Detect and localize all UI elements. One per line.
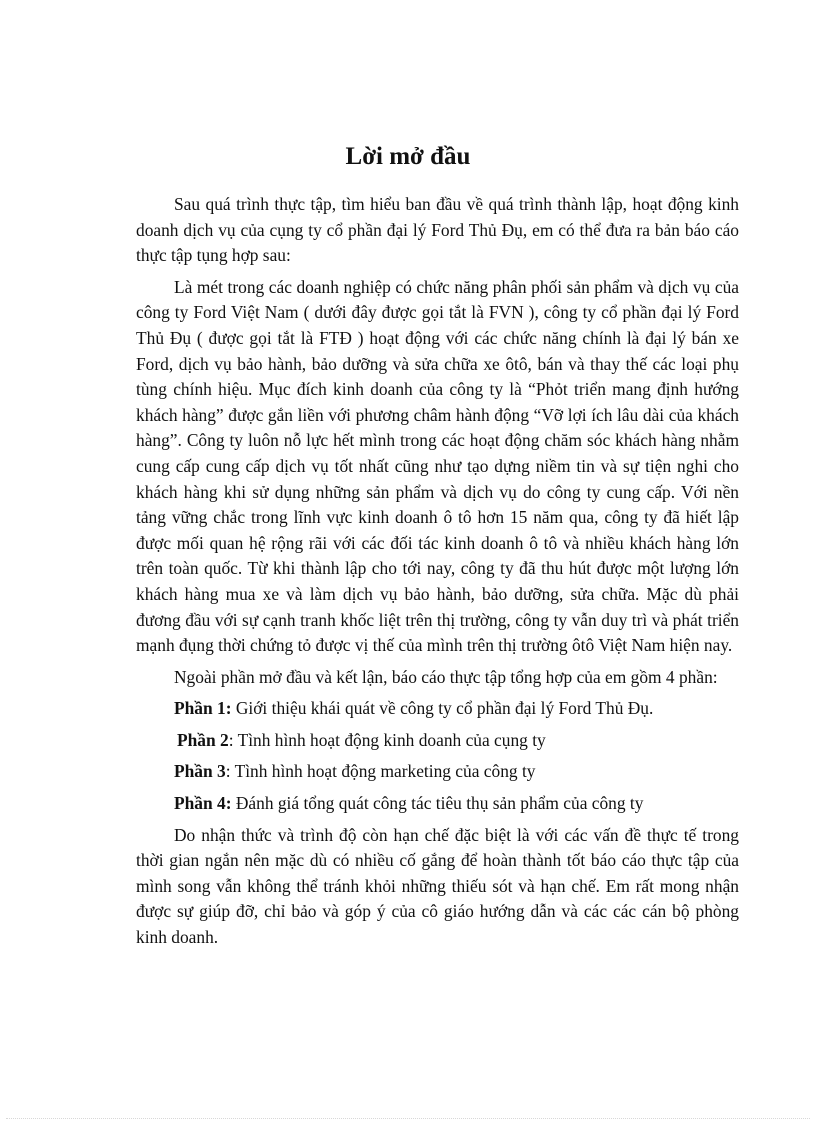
part-3-item — [136, 759, 739, 785]
part-1-text: Giới thiệu khái quát về công ty cổ phần đại lý Ford Thủ Đụ. — [231, 698, 654, 719]
structure-paragraph: Ngoài phần mở đầu và kết lận, báo cáo thực tập tổng hợp của em gồm 4 phần: — [174, 666, 718, 687]
page-title: Lời mở đầu — [345, 143, 471, 170]
part-2-item — [136, 728, 739, 754]
company-paragraph: Là mét trong các doanh nghiệp có chức năng phân phối sản phẩm và dịch vụ của công ty Ford Việt Nam ( dưới đây được gọi tắt là FVN ), công ty cổ phần đại lý Ford Thủ Đụ ( được gọi tắt là FTĐ ) hoạt động với các chức năng chính là đại lý bán xe Ford, dịch vụ bảo hành, bảo dưỡng và sửa chữa xe ôtô, bán và thay thế các loại phụ tùng chính hiệu. Mục đích kinh doanh của công ty là “Phỏt triển mang định hướng khách hàng” được gắn liền với phương châm hành động “Vỡ lợi ích lâu dài của khách hàng”. Công ty luôn nỗ lực hết mình trong các hoạt động chăm sóc khách hàng nhằm cung cấp cung cấp dịch vụ tốt nhất cũng như tạo dựng niềm tin và sự tiện nghi cho khách hàng khi sử dụng những sản phẩm và dịch vụ do công ty cung cấp. Với nền tảng vững chắc trong lĩnh vực kinh doanh ô tô hơn 15 năm qua, công ty đã hiết lập được mối quan hệ rộng rãi với các đối tác kinh doanh ô tô và nhiều khách hàng lớn trên toàn quốc. Từ khi thành lập cho tới nay, công ty đã thu hút được một lượng lớn khách hàng mua xe và làm dịch vụ bảo hành, bảo dưỡng, sửa chữa. Mặc dù phải đương đầu với sự cạnh tranh khốc liệt trên thị trường, công ty vẫn duy trì và phát triển mạnh đụng thời chứng tỏ được vị thế của mình trên thị trường ôtô Việt Nam hiện nay. — [136, 276, 739, 656]
part-2-label: Phần 2 — [177, 729, 229, 750]
part-1-item — [136, 696, 739, 722]
part-3-text: : Tình hình hoạt động marketing của công ty — [225, 761, 536, 782]
closing-paragraph: Do nhận thức và trình độ còn hạn chế đặc biệt là với các vấn đề thực tế trong thời gian ngắn nên mặc dù có nhiều cố gắng để hoàn thành tốt báo cáo thực tập của mình song vẫn không thể tránh khỏi những thiếu sót và hạn chế. Em rất mong nhận được sự giúp đỡ, chỉ bảo và góp ý của cô giáo hướng dẫn và các các cán bộ phòng kinh doanh. — [136, 824, 739, 948]
part-1-label: Phần 1: — [174, 698, 232, 719]
part-2-text: : Tình hình hoạt động kinh doanh của cụng ty — [228, 729, 546, 750]
part-4-item — [136, 791, 739, 817]
document-body — [136, 192, 739, 957]
part-4-label: Phần 4: — [174, 793, 232, 814]
intro-paragraph: Sau quá trình thực tập, tìm hiểu ban đầu về quá trình thành lập, hoạt động kinh doanh dịch vụ của cụng ty cổ phần đại lý Ford Thủ Đụ, em có thể đưa ra bản báo cáo thực tập tụng hợp sau: — [136, 194, 739, 266]
part-4-text: Đánh giá tổng quát công tác tiêu thụ sản phẩm của công ty — [231, 793, 644, 814]
part-3-label: Phần 3 — [174, 761, 226, 782]
page-bottom-divider — [6, 1118, 810, 1119]
